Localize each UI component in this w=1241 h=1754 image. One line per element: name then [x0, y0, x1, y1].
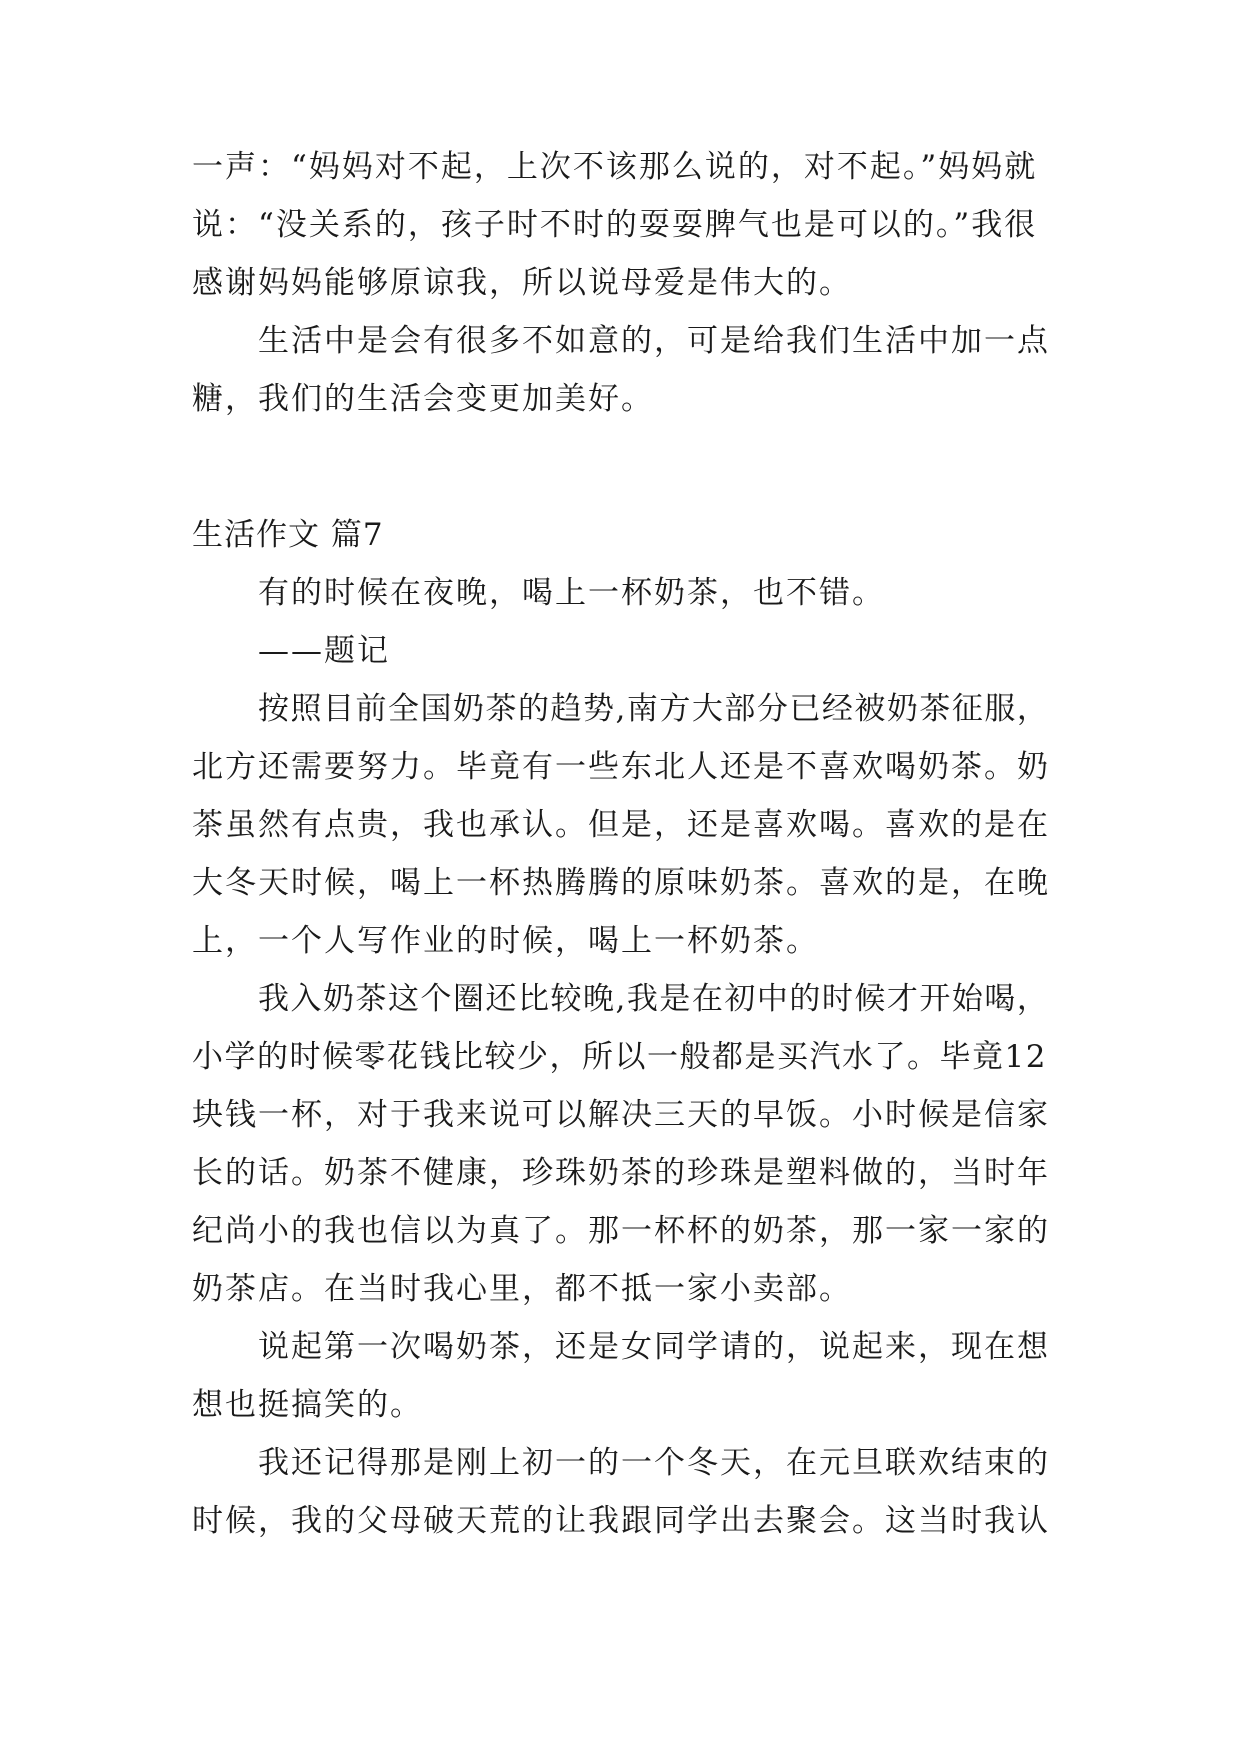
text-line: 时候，我的父母破天荒的让我跟同学出去聚会。这当时我认	[192, 1503, 1050, 1539]
text-line: 长的话。奶茶不健康，珍珠奶茶的珍珠是塑料做的，当时年	[192, 1155, 1050, 1191]
text-line: 我入奶茶这个圈还比较晚,我是在初中的时候才开始喝，	[258, 981, 1050, 1017]
text-line: 上，一个人写作业的时候，喝上一杯奶茶。	[192, 923, 819, 959]
epigraph: 有的时候在夜晚，喝上一杯奶茶，也不错。	[258, 575, 885, 611]
text-line: 说：“没关系的，孩子时不时的耍耍脾气也是可以的。”我很	[192, 207, 1038, 243]
text-line: 想也挺搞笑的。	[192, 1387, 423, 1423]
text-line: 按照目前全国奶茶的趋势,南方大部分已经被奶茶征服，	[258, 691, 1050, 727]
text-line: 块钱一杯，对于我来说可以解决三天的早饭。小时候是信家	[192, 1097, 1050, 1133]
text-line: 一声：“妈妈对不起，上次不该那么说的，对不起。”妈妈就	[192, 149, 1038, 185]
text-line: 大冬天时候，喝上一杯热腾腾的原味奶茶。喜欢的是，在晚	[192, 865, 1050, 901]
text-line: 小学的时候零花钱比较少，所以一般都是买汽水了。毕竟12	[192, 1039, 1047, 1075]
text-line: 糖，我们的生活会变更加美好。	[192, 381, 654, 417]
text-line: 生活中是会有很多不如意的，可是给我们生活中加一点	[258, 323, 1050, 359]
text-line: 我还记得那是刚上初一的一个冬天，在元旦联欢结束的	[258, 1445, 1050, 1481]
epigraph-source: ——题记	[258, 633, 390, 669]
text-line: 感谢妈妈能够原谅我，所以说母爱是伟大的。	[192, 265, 852, 301]
text-line: 说起第一次喝奶茶，还是女同学请的，说起来，现在想	[258, 1329, 1050, 1365]
text-line: 茶虽然有点贵，我也承认。但是，还是喜欢喝。喜欢的是在	[192, 807, 1050, 843]
section-heading: 生活作文 篇7	[192, 517, 384, 553]
text-line: 纪尚小的我也信以为真了。那一杯杯的奶茶，那一家一家的	[192, 1213, 1050, 1249]
text-line: 北方还需要努力。毕竟有一些东北人还是不喜欢喝奶茶。奶	[192, 749, 1050, 785]
text-line: 奶茶店。在当时我心里，都不抵一家小卖部。	[192, 1271, 852, 1307]
